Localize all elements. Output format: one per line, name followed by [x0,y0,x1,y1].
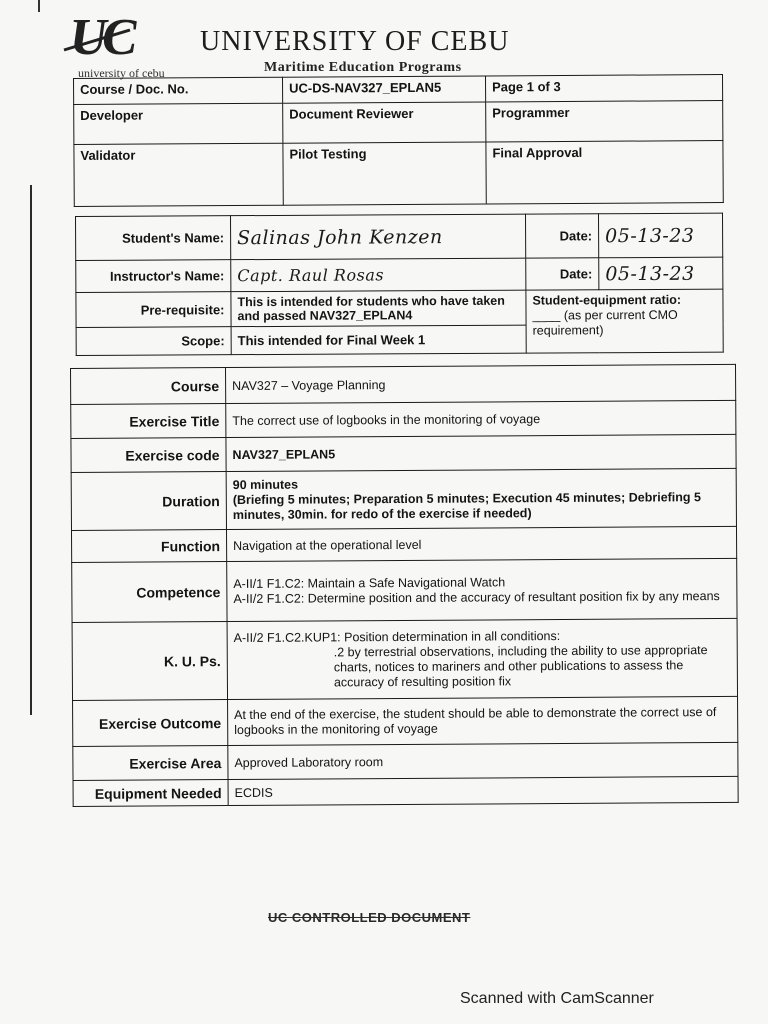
logo-subtitle: university of cebu [78,66,165,80]
exercise-details-table [70,364,739,807]
controlled-document-stamp: UC CONTROLLED DOCUMENT [268,910,471,925]
course-doc-value: UC-DS-NAV327_EPLAN5 [282,76,485,103]
exercise-title-label: Exercise Title [71,404,226,439]
student-info-table [75,213,724,356]
logo-swoosh-icon [60,20,140,60]
exercise-title-value: The correct use of logbooks in the monitoring of voyage [226,400,736,437]
page-number: Page 1 of 3 [485,75,722,102]
document-control-table [73,74,724,207]
competence-line2: A-II/2 F1.C2: Determine position and the accuracy of resultant position fix by any means [233,588,720,606]
document-reviewer-label: Document Reviewer [283,102,486,143]
instructors-name-label: Instructor's Name: [76,260,231,293]
function-label: Function [71,530,226,563]
course-label: Course [71,368,226,405]
prerequisite-value: This is intended for students who have taken and passed NAV327_EPLAN4 [231,290,526,327]
exercise-area-value: Approved Laboratory room [228,742,738,779]
ratio-label: Student-equipment ratio: [532,292,682,308]
pilot-testing-label: Pilot Testing [283,142,486,205]
university-title: UNIVERSITY OF CEBU [200,26,510,57]
equipment-needed-label: Equipment Needed [73,780,228,807]
developer-label: Developer [74,103,283,144]
date-value-1: 05-13-23 [605,224,695,247]
uc-logo: UC [66,9,138,66]
scope-label: Scope: [76,327,231,356]
exercise-outcome-value: At the end of the exercise, the student should be able to demonstrate the correct use of logbooks in the monitoring of voyage [228,696,738,745]
programmer-label: Programmer [486,101,723,142]
students-name-label: Student's Name: [76,216,231,261]
equipment-needed-value: ECDIS [228,776,738,805]
scan-edge-line [30,185,32,715]
exercise-code-value: NAV327_EPLAN5 [226,434,736,471]
program-title: Maritime Education Programs [264,60,462,75]
prerequisite-label: Pre-requisite: [76,292,231,328]
course-value: NAV327 – Voyage Planning [226,364,736,403]
exercise-area-label: Exercise Area [73,746,228,781]
duration-label: Duration [71,472,226,531]
function-value: Navigation at the operational level [226,526,736,561]
kups-line2: .2 by terrestrial observations, including the ability to use appropriate charts, notices to mariners and other publications to assess the accuracy of resulting position fix [333,642,708,689]
validator-label: Validator [74,143,283,206]
camscanner-watermark: Scanned with CamScanner [460,990,654,1007]
final-approval-label: Final Approval [486,141,723,204]
competence-line1: A-II/1 F1.C2: Maintain a Safe Navigational Watch [233,574,506,591]
date-label-1: Date: [525,214,598,258]
exercise-code-label: Exercise code [71,438,226,473]
kups-label: K. U. Ps. [72,622,227,701]
course-doc-label: Course / Doc. No. [74,77,283,104]
exercise-outcome-label: Exercise Outcome [73,700,228,747]
ratio-value: ____ (as per current CMO requirement) [532,307,678,338]
date-value-2: 05-13-23 [605,262,695,285]
duration-detail: (Briefing 5 minutes; Preparation 5 minutes; Execution 45 minutes; Debriefing 5 minutes, 30min. for redo of the exercise if needed) [232,490,701,523]
date-label-2: Date: [526,258,599,290]
scan-mark [38,0,40,12]
competence-label: Competence [72,562,227,623]
kups-line1: A-II/2 F1.C2.KUP1: Position determination in all conditions: [233,628,561,645]
students-name-value: Salinas John Kenzen [237,225,443,249]
scope-value: This intended for Final Week 1 [231,325,526,355]
instructors-name-value: Capt. Raul Rosas [237,265,385,286]
duration-main: 90 minutes [232,477,299,493]
